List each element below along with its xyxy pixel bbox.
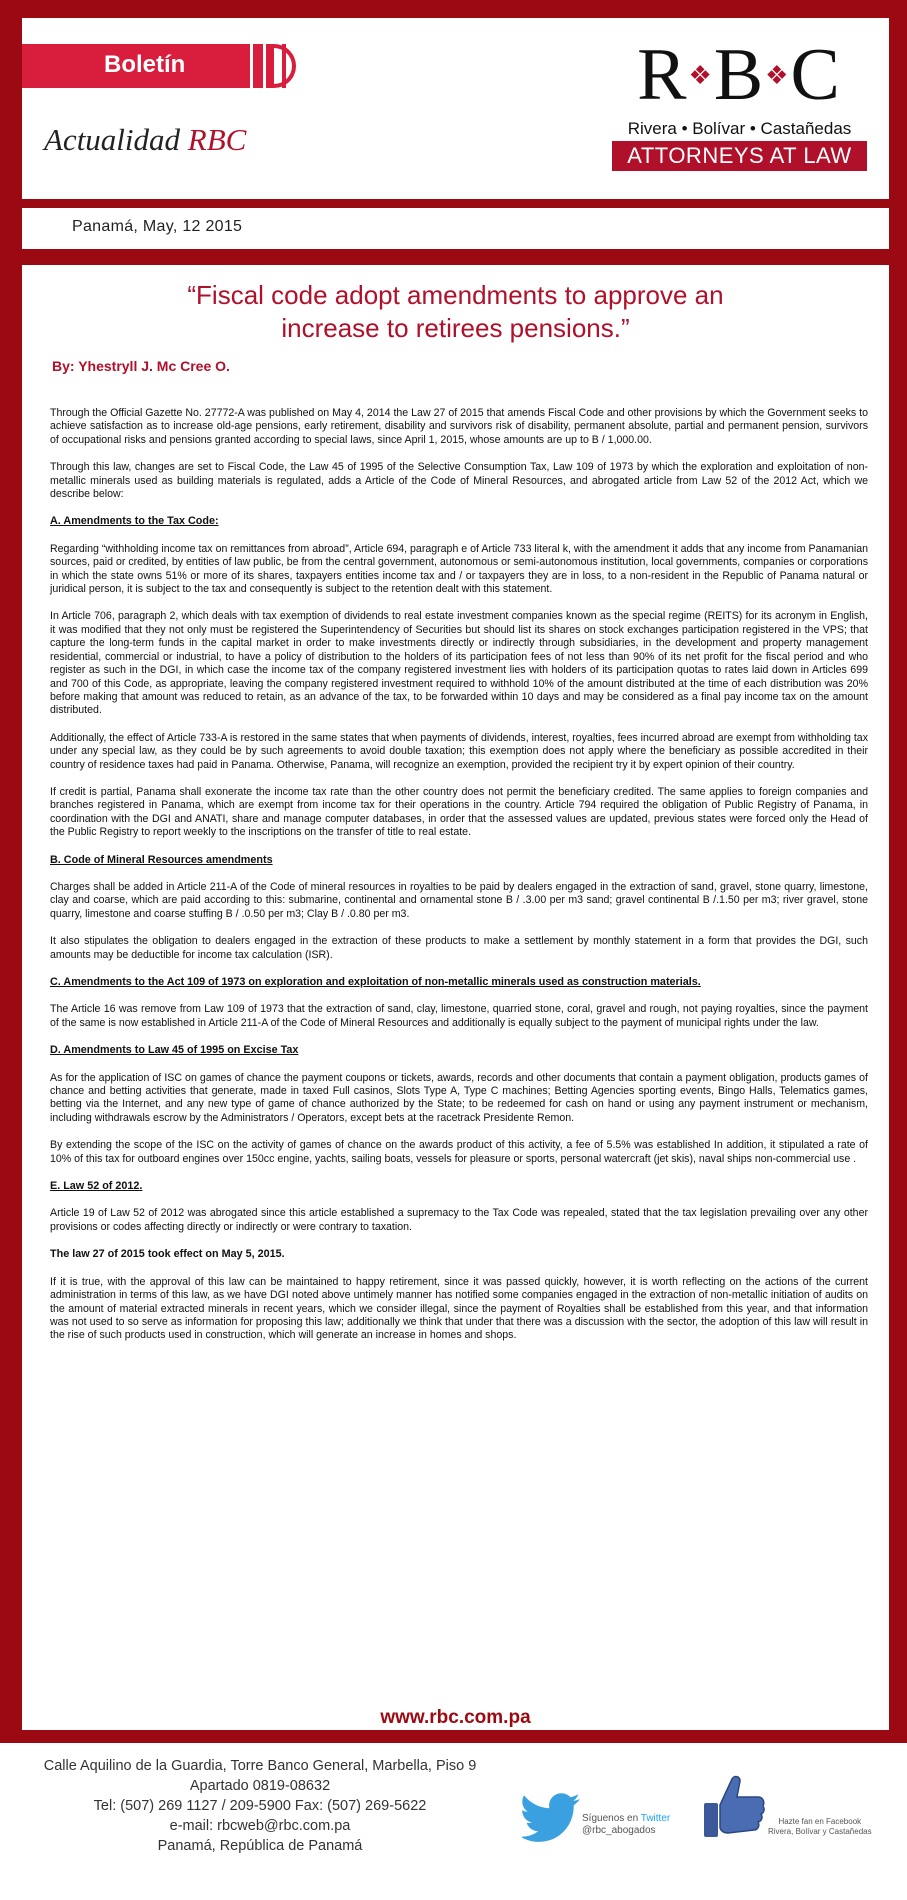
rbc-logo (612, 34, 867, 171)
publication-date: Panamá, May, 12 2015 (72, 218, 243, 235)
section-heading: E. Law 52 of 2012. (50, 1180, 143, 1193)
website-link[interactable]: www.rbc.com.pa (380, 1707, 531, 1728)
article-paragraph: As for the application of ISC on games of chance the payment coupons or tickets, awards, records and other documents that contain a payment obligation, products games of chance and betting activities that generate, made in taxed Full casinos, Slots Type A, Type C machines; Betting Agencies sporting events, Bingo Halls, Telematics games, betting via the Internet, and any new type of game of chance authorized by the State; to be redeemed for cash on hand or using any payment instrument or mechanism, including withdrawals escrow by the Administrators / Operators, except bets at the racetrack Presidente Remon. (50, 1071, 868, 1124)
section-heading: C. Amendments to the Act 109 of 1973 on exploration and exploitation of non-metallic minerals used as construction materials. (50, 976, 701, 988)
section-heading: D. Amendments to Law 45 of 1995 on Excise Tax (50, 1044, 299, 1057)
article-paragraph: Additionally, the effect of Article 733-A is restored in the same states that when payments of dividends, interest, royalties, fees incurred abroad are exempt from withholding tax under any special law, as they could be by such agreements to avoid double taxation; this exemption does not apply where the beneficiary as possible accredited in their country of residence taxes had paid in Panama. Otherwise, Panama, will recognize an exemption, provided the recipient try it by expert opinion of their country. (50, 731, 868, 771)
article-paragraph: In Article 706, paragraph 2, which deals with tax exemption of dividends to real estate investment companies known as the special regime (REITS) for its acronym in English, it was modified that they not only must be registered the Superintendency of Securities but should list its shares on stock exchanges participation registered in the VPS; that capture the long-term funds in the capital market in order to make investments directly or indirectly through subsidiaries, in the development and property management residential, commercial or industrial, to have a policy of distribution to the holders of its participation fees of not less than 90% of its net profit for the fiscal period and who register as such in the DGI, in which case the income tax of the company registered investment lies with holders of its participation quotas to rates laid down in Articles 699 and 700 of this Code, as appropriate, leaving the company registered investment required to withhold 10% of the amount distributed at the time of each distribution was 20% before making that amount was reduced to retain, as an advance of the tax, to be forwarded within 10 days and may be considered as a final pay income tax on the amount distributed. (50, 610, 868, 717)
twitter-follow-label: Síguenos en Twitter (582, 1813, 671, 1824)
section-heading: A. Amendments to the Tax Code: (50, 515, 219, 528)
twitter-brand: Twitter (640, 1813, 671, 1824)
facebook-fan-line2: Rivera, Bolívar y Castañedas (768, 1827, 872, 1836)
logo-letter-c: C (790, 34, 842, 116)
article-paragraph: Through this law, changes are set to Fiscal Code, the Law 45 of 1995 of the Selective Consumption Tax, Law 109 of 1973 by which the exploration and exploitation of non-metallic minerals used as building materials is regulated, adds a Article of the Code of Mineral Resources, and abrogated article from Law 52 of the 2012 Act, which we describe below: (50, 461, 868, 501)
address-line: Calle Aquilino de la Guardia, Torre Banco General, Marbella, Piso 9 (43, 1758, 477, 1774)
newsletter-header (22, 18, 889, 199)
footer (0, 1743, 907, 1900)
logo-letter-r: R (637, 34, 689, 116)
email-line[interactable]: e-mail: rbcweb@rbc.com.pa (169, 1818, 351, 1834)
article-paragraph: If it is true, with the approval of this law can be maintained to happy retirement, since it was passed quickly, however, it is worth reflecting on the actions of the current administration in terms of this law, as we have DGI noted above untimely manner has notified some companies engaged in the extraction of non-metallic initiation of audits on the amount of material extracted minerals in recent years, which we consider illegal, since the payment of Royalties shall be established from this year, and that information was not used to so serve as information for proposing this law; additionally we think that under that there was a discussion with the sector, the adoption of this law will result in the rise of such products used in construction, which will generate an increase in homes and shops. (50, 1275, 868, 1342)
boletin-cap (272, 44, 296, 88)
article-paragraph: Charges shall be added in Article 211-A of the Code of mineral resources in royalties to be paid by dealers engaged in the extraction of sand, gravel, stone quarry, limestone, clay and coarse, which are paid according to this: submarine, continental and ornamental stone B / .3.00 per m3 sand; gravel continental B /.1.50 per m3; river gravel, stone quarry, limestone and coarse stuffing B / .0.50 per m3; Clay B / .0.80 per m3. (50, 880, 868, 920)
bold-statement: The law 27 of 2015 took effect on May 5, 2015. (50, 1248, 285, 1261)
facebook-fan-line1: Hazte fan en Facebook (778, 1817, 862, 1826)
article-author: By: Yhestryll J. Mc Cree O. (52, 358, 230, 374)
diamond-icon: ❖ (765, 61, 791, 91)
actualidad-title (44, 122, 246, 158)
rbc-logo-tagline: ATTORNEYS AT LAW (612, 141, 867, 171)
twitter-follow[interactable] (582, 1813, 670, 1837)
boletin-label: Boletín (104, 51, 186, 78)
rbc-logo-names: Rivera • Bolívar • Castañedas (627, 119, 852, 139)
article-title (22, 279, 889, 345)
logo-letter-b: B (713, 34, 766, 116)
article-panel (22, 265, 889, 1730)
twitter-handle: @rbc_abogados (582, 1825, 656, 1836)
address-line: Apartado 0819-08632 (189, 1778, 331, 1794)
address-line: Panamá, República de Panamá (157, 1838, 363, 1854)
twitter-bird-icon[interactable] (522, 1793, 582, 1843)
thumbs-up-icon[interactable] (702, 1773, 766, 1841)
article-title-line2: increase to retirees pensions.” (281, 313, 630, 343)
date-bar (22, 208, 889, 249)
facebook-fan[interactable] (768, 1817, 872, 1837)
section-heading: B. Code of Mineral Resources amendments (50, 853, 273, 866)
article-paragraph: By extending the scope of the ISC on the activity of games of chance on the awards product of this activity, a fee of 5.5% was established In addition, it stipulated a rate of 10% of this tax for outboard engines over 150cc engine, yachts, sailing boats, vessels for pleasure or sports, personal watercraft (jet skis), naval ships non-commercial use . (50, 1139, 868, 1165)
article-body (50, 407, 868, 1357)
article-paragraph: Through the Official Gazette No. 27772-A was published on May 4, 2014 the Law 27 of 2015 that amends Fiscal Code and other provisions by which the Government seeks to achieve satisfaction as to increase old-age pensions, early retirement, disability and survivors risk of disability, permanent absolute, partial and permanent pension, survivors of occupational risks and pensions granted according to special laws, since April 1, 2015, whose amounts are up to B / 1,000.00. (50, 407, 868, 446)
article-paragraph: If credit is partial, Panama shall exonerate the income tax rate than the other country does not permit the beneficiary credited. The same applies to foreign companies and branches registered in Panama, which are exempt from income tax for their operations in the country. Article 794 required the obligation of Public Registry of Panama, in coordination with the DGI and ANATI, share and manage computer databases, in order that the assessed values are updated, previous states were forced only the Head of the Public Registry to report weekly to the inscriptions on the transfer of title to real estate. (50, 785, 868, 839)
article-paragraph: Article 19 of Law 52 of 2012 was abrogated since this article established a supremacy to the Tax Code was repealed, stated that the tax legislation prevailing over any other provisions or codes affecting directly or indirectly or were contrary to taxation. (50, 1207, 868, 1233)
actualidad-brand: RBC (187, 122, 247, 157)
rbc-logo-letters (612, 34, 867, 119)
diamond-icon: ❖ (688, 61, 714, 91)
article-title-line1: “Fiscal code adopt amendments to approve an (187, 280, 724, 310)
article-paragraph: Regarding “withholding income tax on remittances from abroad”, Article 694, paragraph e of Article 733 literal k, with the amendment it adds that any income from Panamanian sources, paid or credited, by entities of law public, be from the central government, autonomous or semi-autonomous institution, local governments, companies or corporations in which the state owns 51% or more of its shares, taxpayers entities income tax and / or taxpayers they are in loss, to a non-resident in the Republic of Panama natural or juridical person, it is subject to the tax and consequently is subject to the retention dealt with this statement. (50, 542, 868, 596)
address-line: Tel: (507) 269 1127 / 209-5900 Fax: (507) 269-5622 (93, 1798, 427, 1814)
contact-address (40, 1756, 480, 1856)
actualidad-prefix: Actualidad (44, 122, 181, 157)
boletin-banner (22, 44, 274, 88)
article-paragraph: It also stipulates the obligation to dealers engaged in the extraction of these products to make a settlement by monthly statement in a form that provides the DGI, such amounts may be deductible for income tax calculation (ISR). (50, 935, 868, 961)
article-paragraph: The Article 16 was remove from Law 109 of 1973 that the extraction of sand, clay, limestone, quarried stone, coral, gravel and rough, not paying royalties, since the payment of the same is now established in Article 211-A of the Code of Mineral Resources and additionally is equally subject to the payment of municipal rights under the law. (50, 1003, 868, 1029)
